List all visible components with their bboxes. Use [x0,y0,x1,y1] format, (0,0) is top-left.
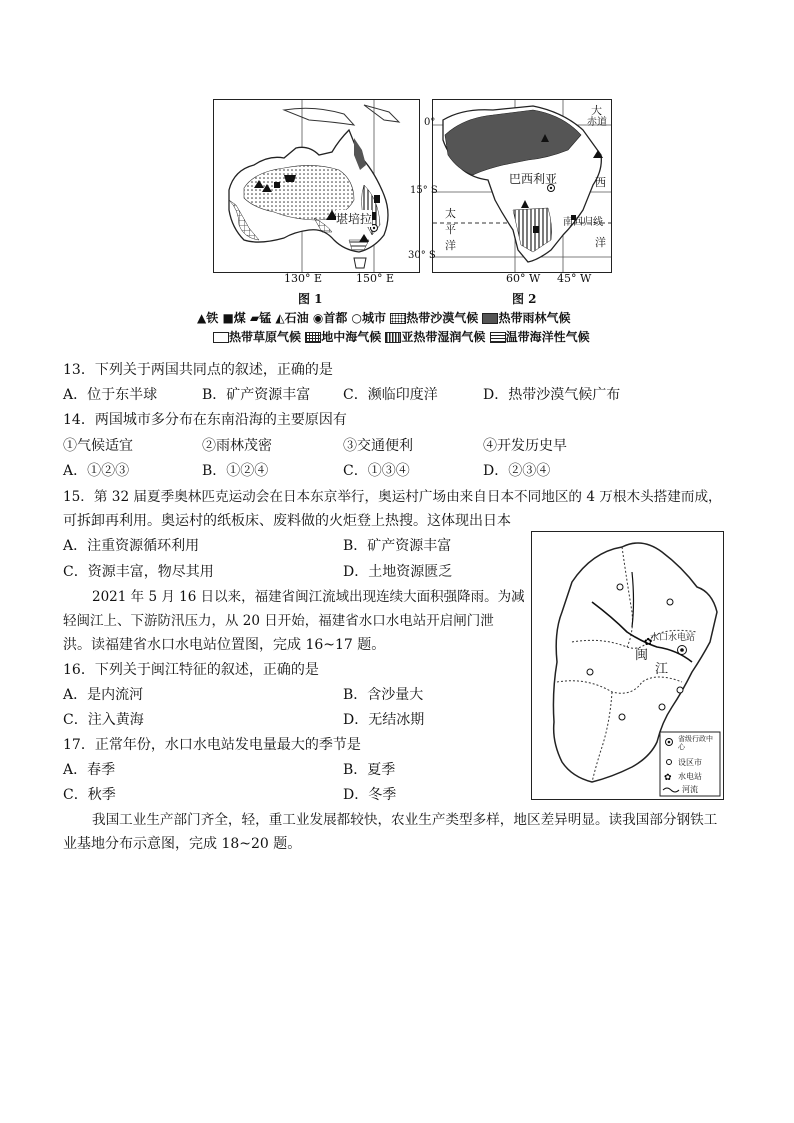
q16-option-a[interactable]: A．是内流河 [63,687,144,703]
city-icon: ○ [351,311,363,325]
q14-item-4: ④开发历史早 [483,438,567,454]
legend-river: 河流 [682,785,698,794]
figure-1-map [213,99,420,273]
legend-marine: 温带海洋性气候 [505,330,590,344]
capital-icon: ◉ [312,311,324,325]
subtropical-swatch-icon [385,332,401,343]
desert-swatch-icon [390,313,406,324]
legend-coal: 煤 [233,311,246,325]
atlantic-2: 西 [595,176,606,189]
fujian-map [531,531,724,800]
q14-item-1: ①气候适宜 [63,438,133,454]
marine-swatch-icon [490,332,506,343]
mediterranean-swatch-icon [305,332,321,343]
coal-icon: ■ [222,311,234,325]
map-legend-row2 [213,328,590,345]
q14-option-a[interactable]: A．①②③ [63,463,130,479]
q15-option-d[interactable]: D．土地资源匮乏 [343,564,453,580]
atlantic-1: 大 [591,104,602,117]
intro16-line2: 轻闽江上、下游防汛压力，从 20 日开始，福建省水口水电站开启闸门泄 [63,613,494,629]
legend-savanna: 热带草原气候 [229,330,302,344]
q14-item-2: ②雨林茂密 [202,438,272,454]
q15-stem-line2: 可拆卸再利用。奥运村的纸板床、废料做的火炬登上热搜。这体现出日本 [63,513,511,529]
q17-option-d[interactable]: D．冬季 [343,787,397,803]
q14-stem: 14．两国城市多分布在东南沿海的主要原因有 [63,412,347,428]
savanna-swatch-icon [213,332,229,343]
fig1-lon1: 130° E [284,272,323,285]
q13-option-d[interactable]: D．热带沙漠气候广布 [483,387,621,403]
q16-option-c[interactable]: C．注入黄海 [63,712,144,728]
australia-map [214,100,419,272]
q14-option-c[interactable]: C．①③④ [343,463,410,479]
legend-city: 城市 [362,311,387,325]
canberra-label: 堪培拉 [336,212,373,226]
legend-provincial-center: 省级行政中心 [678,735,713,751]
fig2-lon2: 45° W [557,272,592,285]
q14-option-d[interactable]: D．②③④ [483,463,551,479]
rainforest-swatch-icon [482,313,498,324]
q13-option-b[interactable]: B．矿产资源丰富 [202,387,311,403]
q15-option-a[interactable]: A．注重资源循环利用 [63,538,200,554]
legend-oil: 石油 [284,311,309,325]
legend-mediterranean: 地中海气候 [321,330,382,344]
fig2-caption: 图 2 [512,292,537,306]
legend-hydro-station: 水电站 [678,772,702,781]
q13-stem: 13．下列关于两国共同点的叙述，正确的是 [63,362,333,378]
river-label-jiang: 江 [655,662,669,677]
intro16-line1: 2021 年 5 月 16 日以来，福建省闽江流域出现连续大面积强降雨。为减 [92,589,525,605]
iron-icon: ▲ [197,311,207,325]
q14-option-b[interactable]: B．①②④ [202,463,269,479]
q17-option-b[interactable]: B．夏季 [343,762,396,778]
intro16-line3: 洪。读福建省水口水电站位置图，完成 16~17 题。 [63,637,386,653]
legend-rainforest: 热带雨林气候 [498,311,571,325]
q17-option-a[interactable]: A．春季 [63,762,116,778]
legend-manganese: 锰 [259,311,272,325]
brasilia-label: 巴西利亚 [509,172,558,186]
fig1-caption: 图 1 [298,292,323,306]
q13-option-c[interactable]: C．濒临印度洋 [343,387,438,403]
hydro-station-label: 水口水电站 [650,633,696,643]
equator-label: 赤道 [587,117,607,128]
svg-text:✿: ✿ [664,773,672,783]
q16-stem: 16．下列关于闽江特征的叙述，正确的是 [63,662,319,678]
q15-option-b[interactable]: B．矿产资源丰富 [343,538,452,554]
q13-option-a[interactable]: A．位于东半球 [63,387,158,403]
q15-stem-line1: 15．第 32 届夏季奥林匹克运动会在日本东京举行，奥运村广场由来自日本不同地区的 4 万根木头搭建而成， [63,489,722,505]
q16-option-b[interactable]: B．含沙量大 [343,687,424,703]
river-label-min: 闽 [635,648,649,663]
map-legend [197,309,570,326]
legend-subtropical: 亚热带湿润气候 [401,330,486,344]
legend-capital: 首都 [323,311,348,325]
fig2-lon1: 60° W [506,272,541,285]
tropic-label: 南回归线 [563,217,603,228]
q16-option-d[interactable]: D．无结冰期 [343,712,425,728]
svg-text:✿: ✿ [644,637,653,648]
fig2-lat-0: 0° [424,117,436,128]
fig2-lat-30: 30° S [408,250,436,261]
atlantic-3: 洋 [595,236,606,249]
pacific-3: 洋 [445,239,456,252]
intro18-line2: 业基地分布示意图，完成 18~20 题。 [63,836,302,852]
manganese-icon: ▰ [249,311,260,325]
q17-stem: 17．正常年份，水口水电站发电量最大的季节是 [63,737,361,753]
q15-option-c[interactable]: C．资源丰富，物尽其用 [63,564,214,580]
fig1-lon2: 150° E [356,272,395,285]
legend-desert: 热带沙漠气候 [406,311,479,325]
intro18-line1: 我国工业生产部门齐全，轻，重工业发展都较快，农业生产类型多样，地区差异明显。读我国部分钢铁工 [92,812,718,828]
pacific-1: 太 [445,207,456,220]
oil-icon: ◭ [275,311,285,325]
legend-district-city: 设区市 [678,758,702,767]
q14-item-3: ③交通便利 [343,438,413,454]
figure-2-map [432,99,612,273]
fig2-lat-15: 15° S [410,185,438,196]
pacific-2: 平 [445,223,456,236]
legend-iron: 铁 [206,311,219,325]
q17-option-c[interactable]: C．秋季 [63,787,116,803]
